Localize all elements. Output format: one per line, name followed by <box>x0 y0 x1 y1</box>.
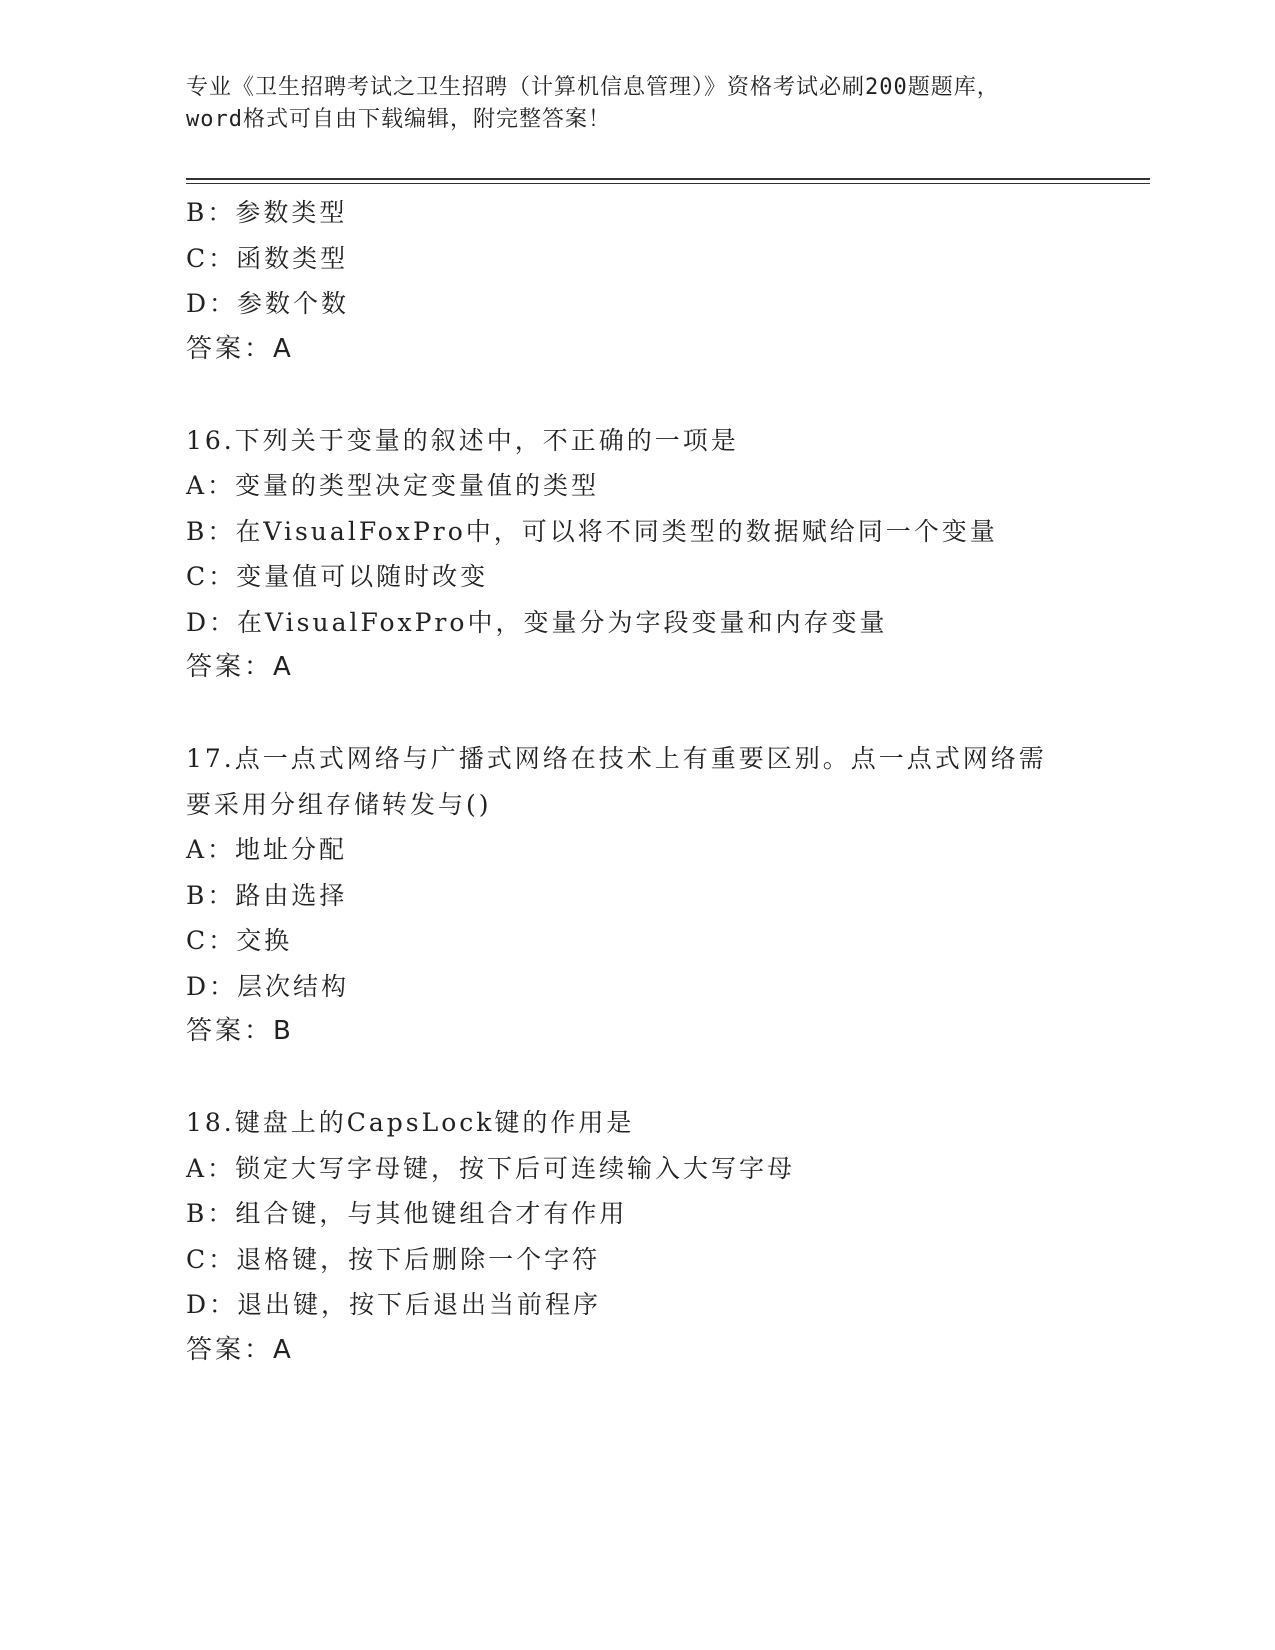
header-rule-thick <box>186 178 1150 180</box>
option-a: A：变量的类型决定变量值的类型 <box>186 471 600 500</box>
option-d: D：参数个数 <box>186 289 350 318</box>
header-line-2: word格式可自由下载编辑，附完整答案！ <box>186 107 611 132</box>
option-b: B：组合键，与其他键组合才有作用 <box>186 1199 628 1228</box>
question-list <box>186 190 1086 1373</box>
option-c: C：交换 <box>186 926 293 955</box>
question-partial <box>186 190 1086 372</box>
option-c: C：变量值可以随时改变 <box>186 562 489 591</box>
document-header <box>186 72 1086 136</box>
question-17 <box>186 736 1086 1055</box>
option-d: D：退出键，按下后退出当前程序 <box>186 1290 602 1319</box>
question-stem-line-2: 要采用分组存储转发与() <box>186 789 492 819</box>
question-18 <box>186 1100 1086 1373</box>
option-a: A：锁定大写字母键，按下后可连续输入大写字母 <box>186 1153 796 1183</box>
option-d: D：层次结构 <box>186 971 350 1001</box>
answer: 答案：A <box>186 1334 294 1365</box>
question-stem: 16.下列关于变量的叙述中，不正确的一项是 <box>186 425 739 455</box>
option-b: B：路由选择 <box>186 880 348 910</box>
answer: 答案：A <box>186 333 294 364</box>
header-rule-thin <box>186 183 1150 184</box>
option-a: A：地址分配 <box>186 835 348 864</box>
option-c: C：退格键，按下后删除一个字符 <box>186 1244 601 1274</box>
answer: 答案：A <box>186 652 294 682</box>
header-line-1: 专业《卫生招聘考试之卫生招聘（计算机信息管理）》资格考试必刷200题题库， <box>186 75 1000 100</box>
question-stem: 18.键盘上的CapsLock键的作用是 <box>186 1108 635 1137</box>
option-b: B：在VisualFoxPro中，可以将不同类型的数据赋给同一个变量 <box>186 516 998 546</box>
option-b: B：参数类型 <box>186 198 348 227</box>
question-16 <box>186 418 1086 691</box>
option-c: C：函数类型 <box>186 243 349 273</box>
option-d: D：在VisualFoxPro中，变量分为字段变量和内存变量 <box>186 607 888 637</box>
question-stem-line-1: 17.点一点式网络与广播式网络在技术上有重要区别。点一点式网络需 <box>186 744 1047 773</box>
answer: 答案：B <box>186 1016 294 1046</box>
